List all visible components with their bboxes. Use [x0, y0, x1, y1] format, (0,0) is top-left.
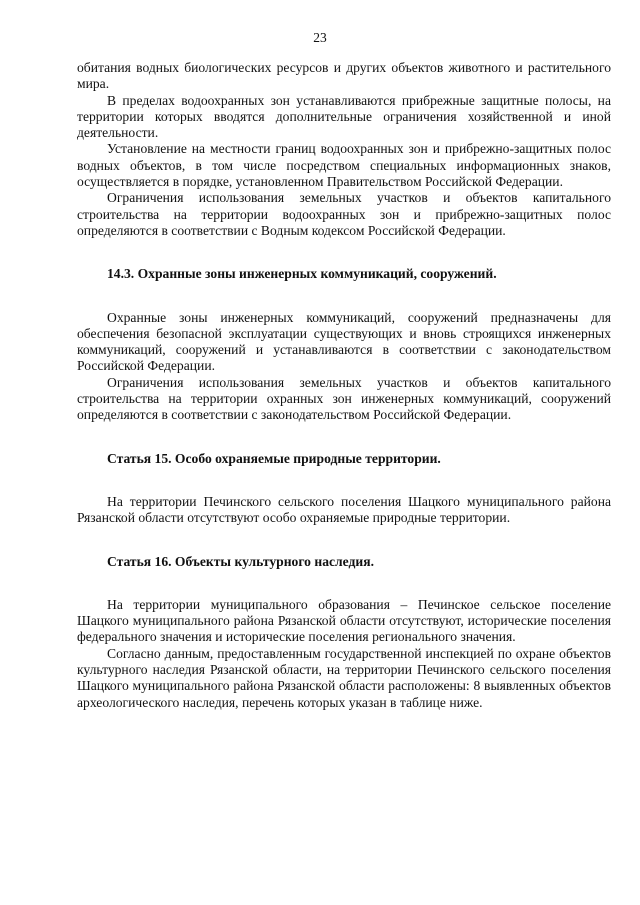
paragraph-historic-settlements: На территории муниципального образования – Печинское сельское поселение Шацкого муниципального района Рязанской области отсутствуют, исторические поселения федерального значения и исторические поселения регионального значения.	[77, 596, 611, 645]
paragraph-archaeological: Согласно данным, предоставленным государственной инспекцией по охране объектов культурного наследия Рязанской области, на территории Печинского сельского поселения Шацкого муниципального района Рязанской области расположены: 8 выявленных объектов археологического наследия, перечень которых указан в таблице ниже.	[77, 645, 611, 710]
paragraph-coastal-strips: В пределах водоохранных зон устанавливаются прибрежные защитные полосы, на территории которых вводятся дополнительные ограничения хозяйственной и иной деятельности.	[77, 92, 611, 141]
paragraph-boundaries: Установление на местности границ водоохранных зон и прибрежно-защитных полос водных объектов, в том числе посредством специальных информационных знаков, осуществляется в порядке, установленном Правительством Российской Федерации.	[77, 141, 611, 190]
paragraph-restrictions-engineering: Ограничения использования земельных участков и объектов капитального строительства на территории охранных зон инженерных коммуникаций, сооружений определяются в соответствии с законодательством Российской Федерации.	[77, 374, 611, 423]
paragraph-engineering-zones: Охранные зоны инженерных коммуникаций, сооружений предназначены для обеспечения безопасной эксплуатации существующих и вновь строящихся инженерных коммуникаций, сооружений и устанавливаются в соответствии с законодательством Российской Федерации.	[77, 309, 611, 374]
page-body	[77, 60, 611, 711]
paragraph-continuation: обитания водных биологических ресурсов и других объектов животного и растительного мира.	[77, 60, 611, 92]
article-heading-15: Статья 15. Особо охраняемые природные территории.	[107, 450, 441, 466]
article-heading-16: Статья 16. Объекты культурного наследия.	[107, 553, 374, 569]
paragraph-protected-areas: На территории Печинского сельского поселения Шацкого муниципального района Рязанской области отсутствуют особо охраняемые природные территории.	[77, 493, 611, 526]
page-number: 23	[313, 30, 327, 45]
paragraph-restrictions-water: Ограничения использования земельных участков и объектов капитального строительства на территории водоохранных зон и прибрежно-защитных полос определяются в соответствии с Водным кодексом Российской Федерации.	[77, 190, 611, 238]
section-heading-14-3: 14.3. Охранные зоны инженерных коммуникаций, сооружений.	[107, 266, 497, 282]
